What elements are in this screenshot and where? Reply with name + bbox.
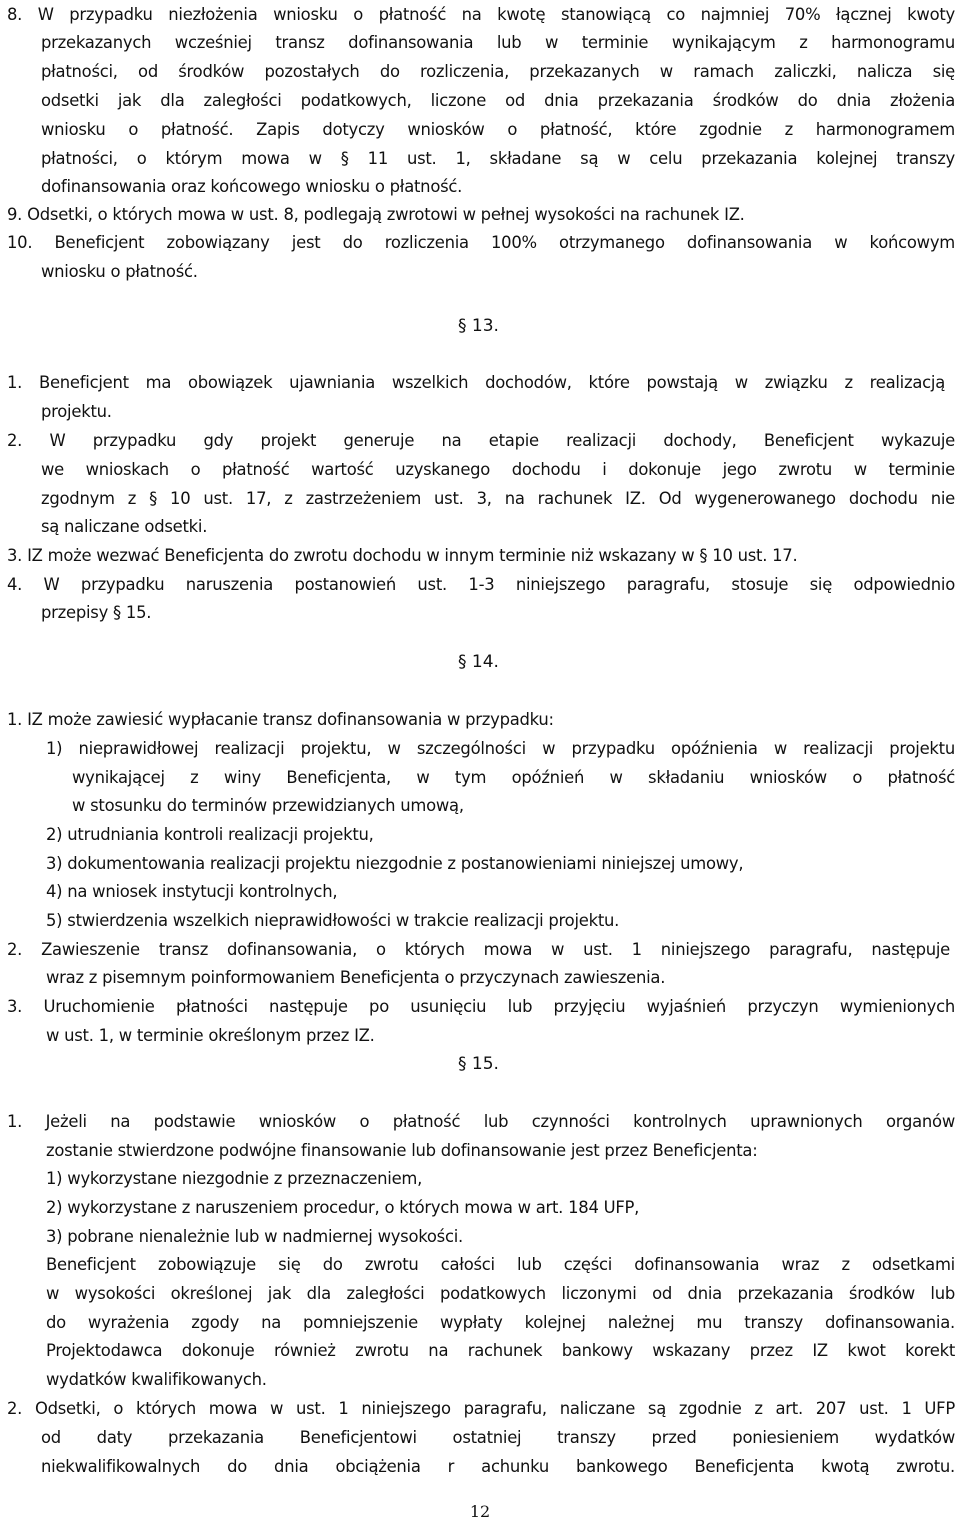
text-line: zostanie stwierdzone podwójne finansowanie lub dofinansowanie jest przez Beneficjenta: (46, 1141, 758, 1160)
text-line: Beneficjent zobowiązuje się do zwrotu całości lub części dofinansowania wraz z odsetkami (46, 1255, 955, 1274)
text-line: Projektodawca dokonuje również zwrotu na rachunek bankowy wskazany przez IZ kwot korekt (46, 1341, 955, 1360)
text-line: przepisy § 15. (41, 603, 152, 622)
text-line: 4) na wniosek instytucji kontrolnych, (46, 882, 338, 901)
text-line: 8. W przypadku niezłożenia wniosku o płatność na kwotę stanowiącą co najmniej 70% łącznej kwoty (7, 5, 955, 24)
text-line: 3) pobrane nienależnie lub w nadmiernej wysokości. (46, 1227, 463, 1246)
text-line: 3. Uruchomienie płatności następuje po usunięciu lub przyjęciu wyjaśnień przyczyn wymienionych (7, 997, 955, 1016)
text-line: 1) nieprawidłowej realizacji projektu, w szczególności w przypadku opóźnienia w realizacji projektu (46, 739, 955, 758)
text-line: 5) stwierdzenia wszelkich nieprawidłowości w trakcie realizacji projektu. (46, 911, 620, 930)
text-line: zgodnym z § 10 ust. 17, z zastrzeżeniem ust. 3, na rachunek IZ. Od wygenerowanego dochodu nie (41, 489, 955, 508)
text-line: wniosku o płatność. Zapis dotyczy wniosków o płatność, które zgodnie z harmonogramem (41, 120, 955, 139)
section-header: § 13. (458, 316, 499, 336)
text-line: we wnioskach o płatność wartość uzyskanego dochodu i dokonuje jego zwrotu w terminie (41, 460, 955, 479)
section-header: § 14. (458, 652, 499, 672)
text-line: wydatków kwalifikowanych. (46, 1370, 267, 1389)
text-line: w wysokości określonej jak dla zaległości podatkowych liczonymi od dnia przekazania środków lub (46, 1284, 955, 1303)
text-line: płatności, od środków pozostałych do rozliczenia, przekazanych w ramach zaliczki, nalicza się (41, 62, 955, 81)
text-line: wniosku o płatność. (41, 262, 198, 281)
text-line: odsetki jak dla zaległości podatkowych, liczone od dnia przekazania środków do dnia złożenia (41, 91, 955, 110)
page-number: 12 (469, 1502, 491, 1521)
text-line: 9. Odsetki, o których mowa w ust. 8, podlegają zwrotowi w pełnej wysokości na rachunek IZ. (7, 205, 745, 224)
text-line: 2. W przypadku gdy projekt generuje na etapie realizacji dochody, Beneficjent wykazuje (7, 431, 955, 450)
text-line: wynikającej z winy Beneficjenta, w tym opóźnień w składaniu wniosków o płatność (72, 768, 955, 787)
text-line: 1. Jeżeli na podstawie wniosków o płatność lub czynności kontrolnych uprawnionych organów (7, 1112, 955, 1131)
text-line: 2) utrudniania kontroli realizacji projektu, (46, 825, 374, 844)
text-line: płatności, o którym mowa w § 11 ust. 1, składane są w celu przekazania kolejnej transzy (41, 149, 955, 168)
text-line: 3. IZ może wezwać Beneficjenta do zwrotu dochodu w innym terminie niż wskazany w § 10 ust. 17. (7, 546, 798, 565)
text-line: do wyrażenia zgody na pomniejszenie wypłaty kolejnej należnej mu transzy dofinansowania. (46, 1313, 955, 1332)
text-line: od daty przekazania Beneficjentowi ostatniej transzy przed poniesieniem wydatków (41, 1428, 955, 1447)
text-line: w stosunku do terminów przewidzianych umową, (72, 796, 464, 815)
text-line: w ust. 1, w terminie określonym przez IZ. (46, 1026, 375, 1045)
text-line: dofinansowania oraz końcowego wniosku o płatność. (41, 177, 463, 196)
text-line: 1. IZ może zawiesić wypłacanie transz dofinansowania w przypadku: (7, 710, 554, 729)
text-line: 1) wykorzystane niezgodnie z przeznaczeniem, (46, 1169, 423, 1188)
text-line: wraz z pisemnym poinformowaniem Beneficjenta o przyczynach zawieszenia. (46, 968, 666, 987)
text-line: niekwalifikowalnych do dnia obciążenia r achunku bankowego Beneficjenta kwotą zwrotu. (41, 1457, 955, 1476)
text-line: 2) wykorzystane z naruszeniem procedur, o których mowa w art. 184 UFP, (46, 1198, 640, 1217)
text-line: 1. Beneficjent ma obowiązek ujawniania wszelkich dochodów, które powstają w związku z realizacją (7, 373, 945, 392)
text-line: 3) dokumentowania realizacji projektu niezgodnie z postanowieniami niniejszej umowy, (46, 854, 744, 873)
text-line: 2. Odsetki, o których mowa w ust. 1 niniejszego paragrafu, naliczane są zgodnie z art. 207 ust. 1 UFP (7, 1399, 955, 1418)
text-line: są naliczane odsetki. (41, 517, 208, 536)
text-line: 4. W przypadku naruszenia postanowień ust. 1-3 niniejszego paragrafu, stosuje się odpowiednio (7, 575, 955, 594)
text-line: 2. Zawieszenie transz dofinansowania, o których mowa w ust. 1 niniejszego paragrafu, następuje (7, 940, 950, 959)
section-header: § 15. (458, 1054, 499, 1074)
text-line: przekazanych wcześniej transz dofinansowania lub w terminie wynikającym z harmonogramu (41, 33, 955, 52)
text-line: projektu. (41, 402, 112, 421)
text-line: 10. Beneficjent zobowiązany jest do rozliczenia 100% otrzymanego dofinansowania w końcowym (7, 233, 955, 252)
